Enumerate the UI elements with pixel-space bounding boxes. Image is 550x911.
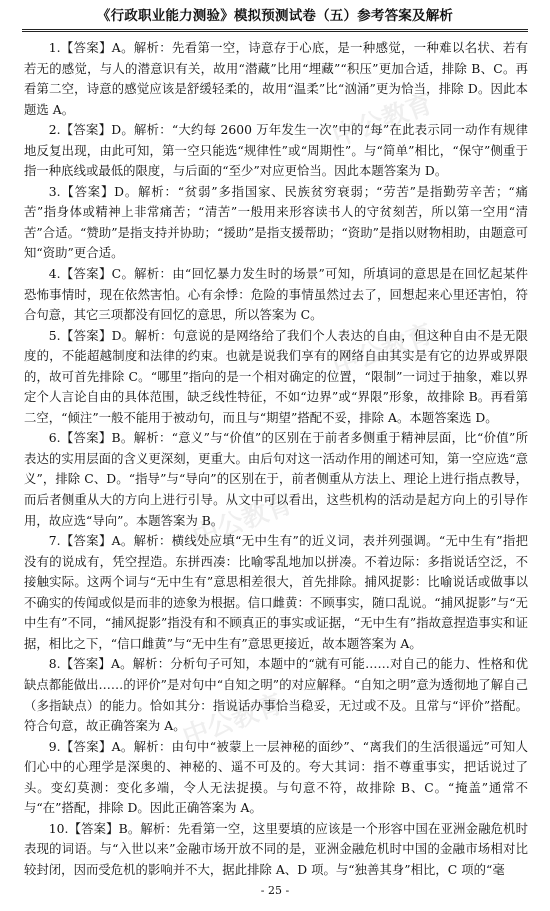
watermark: 中公教育 <box>178 688 287 753</box>
page-number: - 25 - <box>260 884 290 897</box>
answer-item-1: 1.【答案】A。解析：先看第一空，诗意存于心底，是一种感觉，一种难以名状、若有若无的感觉，与人的潜意识有关，故用“潜藏”比用“埋藏”“积压”更加合适，排除 B、C。再看第二空，诗意的感觉应该是舒缓轻柔的，故用“温柔”比“汹涌”更为恰当，排除 D。因此本题选 A。 <box>24 41 528 117</box>
title-rule-top <box>22 29 528 30</box>
answer-item-6: 6.【答案】B。解析：“意义”与“价值”的区别在于前者多侧重于精神层面，比“价值”所表达的实用层面的含义更深刻，更重大。由后句对这一活动作用的阐述可知，第一空应选“意义”，排除 C、D。“指导”与“导向”的区别在于，前者侧重从方法上、理论上进行指点教导，而后者侧重从大的方向上进行引导。从文中可以看出，这些机构的活动是起方向上的引导作用，故应选“导向”。本题答案为 B。 <box>24 431 528 528</box>
answer-item-8: 8.【答案】A。解析：分析句子可知，本题中的“就有可能……对自己的能力、性格和优缺点都能做出……的评价”是对句中“自知之明”的对应解释。“自知之明”意为透彻地了解自己（多指缺点）的能力。恰如其分：指说话办事恰当稳妥，无过或不及。且常与“评价”搭配。符合句意，故正确答案为 A。 <box>24 657 528 734</box>
answer-item-7: 7.【答案】A。解析：横线处应填“无中生有”的近义词，表并列强调。“无中生有”指把没有的说成有，凭空捏造。东拼西凑：比喻零乱地加以拼凑。不着边际：多指说话空泛，不接触实际。这两个词与“无中生有”意思相差很大，首先排除。捕风捉影：比喻说话或做事以不确实的传闻或似是而非的迹象为根据。信口雌黄：不顾事实，随口乱说。“捕风捉影”与“无中生有”不同，“捕风捉影”指没有和不顾真正的事实或证据，“无中生有”指故意捏造事实和证据，相比之下，“信口雌黄”与“无中生有”意思更接近，故本题答案为 A。 <box>24 534 528 651</box>
answer-item-5: 5.【答案】D。解析：句意说的是网络给了我们个人表达的自由，但这种自由不是无限度的，不能超越制度和法律的约束。也就是说我们享有的网络自由其实是有它的边界或界限的，故可首先排除 C。“哪里”指向的是一个相对确定的位置，“限制”一词过于抽象，难以界定个人言论自由的具体范围，缺乏线性特征，不如“边界”或“界限”形象，故排除 B。再看第二空，“倾注”一般不能用于被动句，而且与“期望”搭配不妥，排除 A。本题答案选 D。 <box>24 328 528 425</box>
watermark: 中公教育 <box>328 88 437 153</box>
answer-item-3: 3.【答案】D。解析：“贫弱”多指国家、民族贫穷衰弱；“劳苦”是指勤劳辛苦；“痛苦”指身体或精神上非常痛苦；“清苦”一般用来形容读书人的守贫刻苦，所以第一空用“清苦”合适。“赞助”是指支持并协助；“援助”是指支援帮助；“资助”是指以财物相助，由题意可知“资助”更合适。 <box>24 184 528 261</box>
answer-item-9: 9.【答案】A。解析：由句中“被蒙上一层神秘的面纱”、“离我们的生活很遥远”可知人们心中的心理学是深奥的、神秘的、遥不可及的。夸大其词：指不尊重事实，把话说过了头。变幻莫测：变化多端，令人无法捉摸。与句意不符，故排除 B、C。“掩盖”通常不与“在”搭配，排除 D。因此正确答案为 A。 <box>24 739 528 816</box>
watermark: 中公教育 <box>188 488 297 553</box>
answer-list <box>24 38 528 882</box>
answer-item-2: 2.【答案】D。解析：“大约每 2600 万年发生一次”中的“每”在此表示同一动作有规律地反复出现，由此可知，第一空只能选“规律性”或“周期性”。与“简单”相比，“保守”侧重于指一种底线或最低的限度，与后面的“至少”对应更恰当。因此本题答案为 D。 <box>24 123 528 179</box>
answer-item-4: 4.【答案】C。解析：由“回忆暴力发生时的场景”可知，所填词的意思是在回忆起某件恐怖事情时，现在依然害怕。心有余悸：危险的事情虽然过去了，回想起来心里还害怕，符合句意，其它三项都没有回忆的意思，所以答案为 C。 <box>24 267 528 323</box>
title-rule-bottom <box>22 31 528 32</box>
page-title: 《行政职业能力测验》模拟预测试卷（五）参考答案及解析 <box>96 8 454 24</box>
answer-item-10: 10.【答案】B。解析：先看第一空，这里要填的应该是一个形容中国在亚洲金融危机时表现的词语。与“入世以来”金融市场开放不同的是，亚洲金融危机时中国的金融市场相对比较封闭，因而受危机的影响并不大，据此排除 A、D 项。与“独善其身”相比，C 项的“毫 <box>24 821 528 877</box>
watermark: 中公教育 <box>328 318 437 383</box>
